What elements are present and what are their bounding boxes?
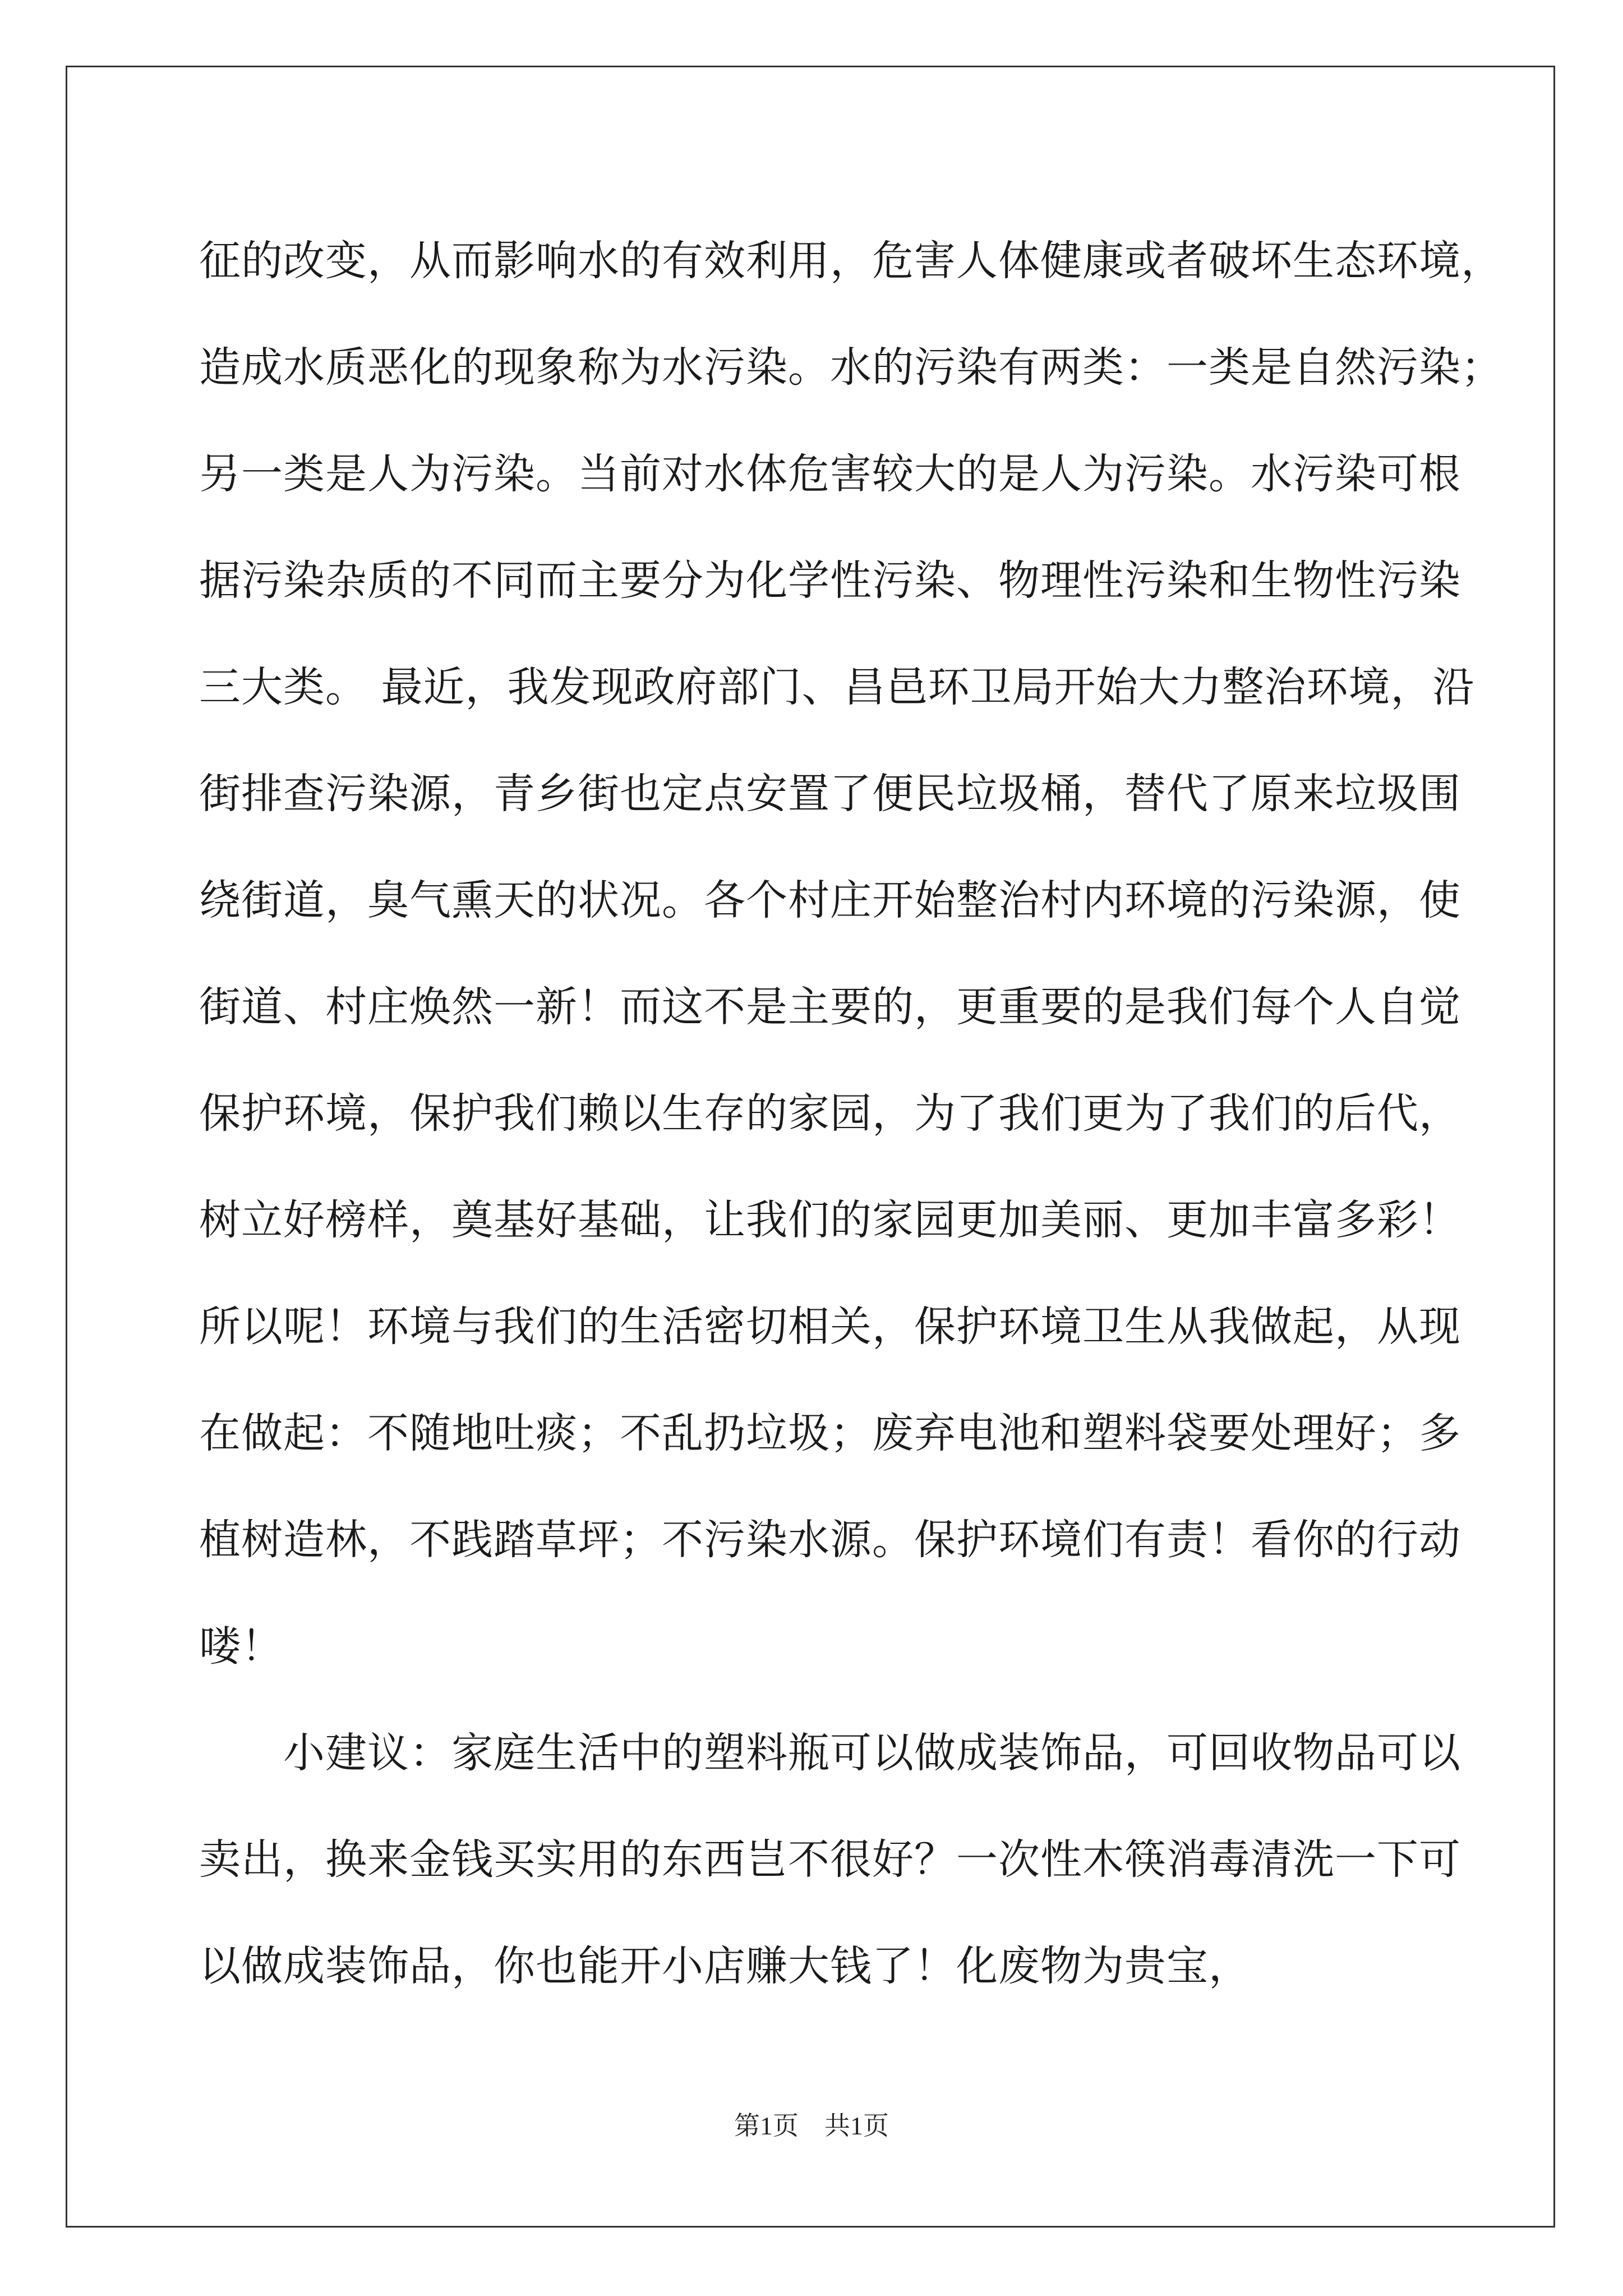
text-line: 绕街道，臭气熏天的状况。各个村庄开始整治村内环境的污染源，使 — [199, 876, 1461, 924]
text-line: 征的改变，从而影响水的有效利用，危害人体健康或者破坏生态环境， — [199, 237, 1503, 285]
text-line: 卖出，换来金钱买实用的东西岂不很好？一次性木筷消毒清洗一下可 — [199, 1835, 1461, 1884]
text-line: 小建议：家庭生活中的塑料瓶可以做成装饰品，可回收物品可以 — [199, 1729, 1461, 1777]
text-line: 所以呢！环境与我们的生活密切相关，保护环境卫生从我做起，从现 — [199, 1303, 1461, 1351]
text-line: 喽！ — [199, 1622, 283, 1671]
page-footer: 第1页 共1页 — [734, 2111, 889, 2140]
text-line: 造成水质恶化的现象称为水污染。水的污染有两类：一类是自然污染； — [199, 343, 1503, 392]
text-line: 以做成装饰品，你也能开小店赚大钱了！化废物为贵宝， — [199, 1942, 1251, 1990]
text-line: 另一类是人为污染。当前对水体危害较大的是人为污染。水污染可根 — [199, 450, 1461, 498]
text-line: 保护环境，保护我们赖以生存的家园，为了我们更为了我们的后代， — [199, 1089, 1461, 1138]
text-line: 据污染杂质的不同而主要分为化学性污染、物理性污染和生物性污染 — [199, 556, 1461, 605]
text-line: 在做起：不随地吐痰；不乱扔垃圾；废弃电池和塑料袋要处理好；多 — [199, 1409, 1461, 1457]
document-body — [199, 208, 1503, 2019]
text-line: 三大类。 最近，我发现政府部门、昌邑环卫局开始大力整治环境，沿 — [199, 663, 1475, 711]
text-line: 街排查污染源，青乡街也定点安置了便民垃圾桶，替代了原来垃圾围 — [199, 770, 1461, 818]
text-line: 植树造林，不践踏草坪；不污染水源。保护环境们有责！看你的行动 — [199, 1516, 1461, 1564]
text-line: 树立好榜样，奠基好基础，让我们的家园更加美丽、更加丰富多彩！ — [199, 1196, 1461, 1244]
text-line: 街道、村庄焕然一新！而这不是主要的，更重要的是我们每个人自觉 — [199, 983, 1461, 1031]
